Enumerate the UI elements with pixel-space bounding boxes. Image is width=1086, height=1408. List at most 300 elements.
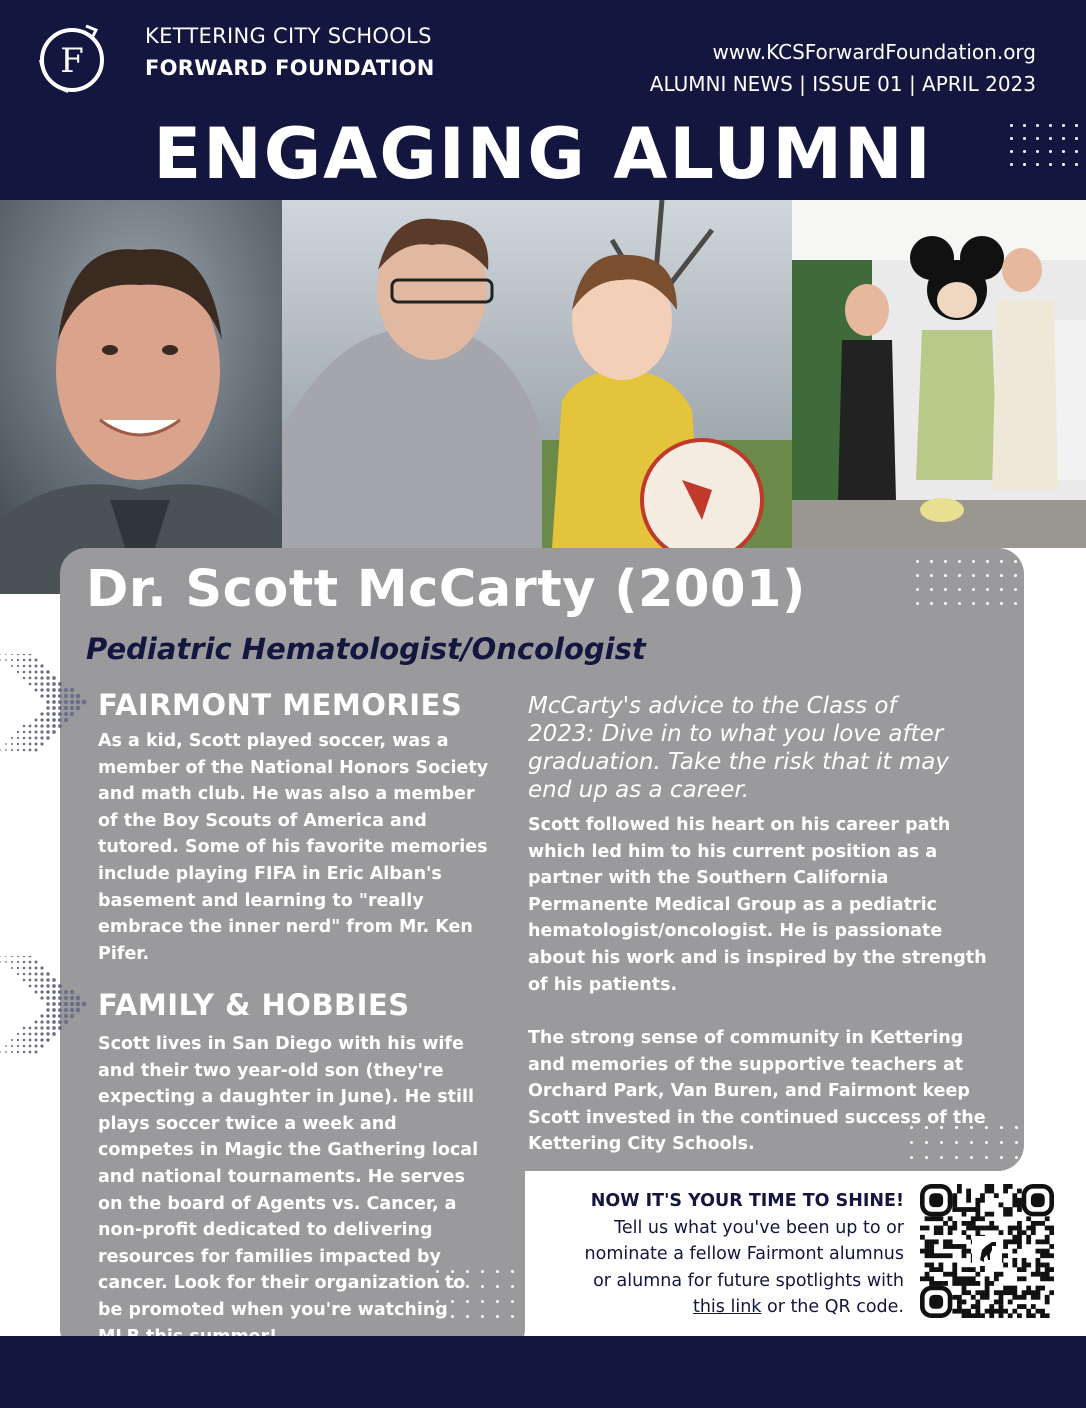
halftone-dot — [76, 996, 81, 1001]
qr-module — [1031, 1295, 1036, 1300]
career-line: partner with the Southern California — [528, 868, 889, 889]
qr-module — [938, 1281, 943, 1286]
halftone-dot — [46, 688, 49, 691]
qr-module — [994, 1193, 999, 1198]
qr-module — [925, 1249, 930, 1254]
cta-line-end: or the QR code. — [761, 1297, 904, 1318]
qr-module — [925, 1272, 930, 1277]
dot — [944, 574, 947, 577]
dot — [1036, 124, 1039, 127]
halftone-dot — [35, 1033, 38, 1036]
qr-module — [1036, 1309, 1041, 1314]
decorative-dots — [916, 560, 1026, 610]
halftone-dot — [40, 1014, 43, 1017]
halftone-dot — [35, 979, 38, 982]
halftone-dot — [70, 706, 74, 710]
halftone-dot — [46, 1026, 49, 1029]
halftone-dot — [40, 1032, 43, 1035]
dot — [944, 560, 947, 563]
memories-line: and math club. He was also a member — [98, 784, 475, 805]
qr-module — [934, 1226, 939, 1231]
qr-module — [1040, 1286, 1045, 1291]
qr-module — [1012, 1226, 1017, 1231]
dot — [916, 602, 919, 605]
qr-module — [985, 1309, 990, 1314]
dot — [1000, 574, 1003, 577]
qr-module — [1017, 1221, 1022, 1226]
qr-module — [929, 1267, 934, 1272]
qr-module — [994, 1309, 999, 1314]
halftone-dot — [23, 961, 26, 964]
halftone-dot — [52, 712, 56, 716]
qr-module — [1026, 1313, 1031, 1318]
halftone-dot — [40, 736, 43, 739]
community-line: Orchard Park, Van Buren, and Fairmont keep — [528, 1081, 970, 1102]
halftone-dot — [5, 654, 7, 655]
nomination-link[interactable]: this link — [692, 1297, 762, 1318]
qr-module — [952, 1272, 957, 1277]
qr-module — [920, 1249, 925, 1254]
qr-module — [962, 1276, 967, 1281]
halftone-dot — [52, 676, 56, 680]
halftone-dot — [46, 694, 49, 697]
qr-module — [1026, 1239, 1031, 1244]
halftone-dot — [29, 749, 32, 752]
qr-module — [980, 1193, 985, 1198]
qr-module — [962, 1286, 967, 1291]
halftone-dot — [35, 683, 38, 686]
qr-module — [999, 1304, 1004, 1309]
qr-module — [1003, 1309, 1008, 1314]
dot — [958, 574, 961, 577]
dot — [986, 574, 989, 577]
qr-module — [929, 1249, 934, 1254]
halftone-dot — [23, 1045, 26, 1048]
dot — [1000, 588, 1003, 591]
halftone-dot — [35, 991, 38, 994]
qr-module — [985, 1290, 990, 1295]
qr-module — [980, 1226, 985, 1231]
halftone-dot — [46, 682, 49, 685]
halftone-dot — [23, 743, 26, 746]
halftone-dot — [58, 996, 62, 1000]
halftone-dot — [17, 737, 19, 739]
qr-module — [962, 1244, 967, 1249]
dot — [1075, 150, 1078, 153]
dot — [1015, 1126, 1018, 1129]
advice-quote — [528, 692, 988, 804]
halftone-dot — [23, 665, 26, 668]
issue-info: ALUMNI NEWS | ISSUE 01 | APRIL 2023 — [649, 72, 1036, 96]
halftone-dot — [64, 688, 68, 692]
qr-module — [971, 1207, 976, 1212]
qr-module — [957, 1300, 962, 1305]
halftone-dot — [35, 1039, 38, 1042]
quote-line: graduation. Take the risk that it may — [528, 749, 949, 775]
halftone-dot — [5, 743, 7, 745]
dot — [1075, 163, 1078, 166]
qr-module — [975, 1216, 980, 1221]
qr-module — [1022, 1267, 1027, 1272]
dot — [1000, 1141, 1003, 1144]
halftone-dot — [11, 659, 13, 661]
qr-module — [985, 1281, 990, 1286]
halftone-dot — [17, 671, 19, 673]
family-line: expecting a daughter in June). He still — [98, 1087, 474, 1108]
qr-module — [975, 1272, 980, 1277]
qr-module — [1045, 1313, 1050, 1318]
qr-module — [994, 1300, 999, 1305]
dot — [511, 1300, 514, 1303]
qr-module — [1026, 1226, 1031, 1231]
qr-module — [971, 1276, 976, 1281]
qr-module — [1045, 1295, 1050, 1300]
qr-module — [971, 1304, 976, 1309]
qr-module — [975, 1226, 980, 1231]
halftone-dot — [40, 676, 43, 679]
qr-module — [980, 1290, 985, 1295]
qr-module — [943, 1281, 948, 1286]
qr-module — [943, 1272, 948, 1277]
qr-module — [980, 1216, 985, 1221]
qr-module — [1017, 1244, 1022, 1249]
qr-module — [985, 1276, 990, 1281]
qr-module — [1003, 1286, 1008, 1291]
dot — [1075, 124, 1078, 127]
qr-module — [1045, 1226, 1050, 1231]
halftone-dot — [11, 1039, 13, 1041]
qr-module — [989, 1281, 994, 1286]
halftone-dot — [46, 972, 49, 975]
halftone-dot — [40, 972, 43, 975]
qr-module — [980, 1198, 985, 1203]
halftone-dot — [29, 725, 32, 728]
dot — [972, 560, 975, 563]
qr-module — [948, 1239, 953, 1244]
halftone-dot — [23, 1027, 26, 1030]
qr-module — [938, 1216, 943, 1221]
halftone-dot — [70, 694, 74, 698]
qr-module — [952, 1221, 957, 1226]
qr-module — [966, 1313, 971, 1318]
halftone-dot — [46, 1032, 49, 1035]
qr-module — [975, 1290, 980, 1295]
logo-letter: F — [60, 41, 84, 81]
family-line: competes in Magic the Gathering local — [98, 1140, 479, 1161]
community-text — [528, 1025, 988, 1158]
qr-module — [952, 1276, 957, 1281]
halftone-dot — [52, 1014, 56, 1018]
halftone-dot — [58, 984, 62, 988]
qr-module — [971, 1216, 976, 1221]
cta-headline — [585, 1188, 904, 1215]
qr-module — [1003, 1263, 1008, 1268]
qr-module — [1031, 1313, 1036, 1318]
halftone-dot — [11, 1045, 13, 1047]
dot — [930, 588, 933, 591]
qr-module — [1008, 1300, 1013, 1305]
qr-module — [952, 1202, 957, 1207]
qr-module — [971, 1267, 976, 1272]
qr-module — [1017, 1295, 1022, 1300]
qr-module — [1045, 1253, 1050, 1258]
qr-module — [1012, 1249, 1017, 1254]
qr-module — [975, 1281, 980, 1286]
qr-module — [957, 1244, 962, 1249]
qr-module — [966, 1267, 971, 1272]
org-name-line2: FORWARD FOUNDATION — [145, 56, 435, 80]
qr-module — [1045, 1267, 1050, 1272]
qr-module — [934, 1239, 939, 1244]
qr-module — [975, 1202, 980, 1207]
family-line: plays soccer twice a week and — [98, 1113, 397, 1134]
halftone-dot — [17, 665, 19, 667]
qr-module — [920, 1226, 925, 1231]
qr-module — [1036, 1221, 1041, 1226]
qr-module — [952, 1193, 957, 1198]
qr-module — [1012, 1235, 1017, 1240]
qr-module — [985, 1295, 990, 1300]
halftone-dot — [58, 724, 62, 728]
halftone-dot — [29, 1045, 32, 1048]
halftone-dot — [35, 1021, 38, 1024]
memories-text — [98, 728, 498, 967]
qr-module — [985, 1184, 990, 1189]
halftone-dot — [35, 1051, 38, 1054]
qr-module — [1031, 1221, 1036, 1226]
family-line: and their two year-old son (they're — [98, 1060, 444, 1081]
qr-module — [1017, 1230, 1022, 1235]
halftone-dot — [58, 718, 62, 722]
halftone-dot — [40, 978, 43, 981]
qr-module — [994, 1272, 999, 1277]
community-line: and memories of the supportive teachers at — [528, 1054, 964, 1075]
halftone-dot — [17, 1045, 19, 1047]
qr-module — [1040, 1221, 1045, 1226]
qr-module — [957, 1207, 962, 1212]
halftone-dot — [40, 718, 43, 721]
cta-line: Tell us what you've been up to or — [614, 1217, 904, 1238]
qr-module — [957, 1309, 962, 1314]
halftone-dot — [35, 1027, 38, 1030]
halftone-dot — [29, 659, 32, 662]
halftone-dot — [29, 737, 32, 740]
halftone-dot — [29, 683, 32, 686]
qr-module — [1017, 1198, 1022, 1203]
qr-module — [1022, 1304, 1027, 1309]
qr-module — [1017, 1235, 1022, 1240]
halftone-dot — [17, 659, 19, 661]
qr-module — [966, 1198, 971, 1203]
halftone-dot — [11, 1051, 13, 1053]
qr-module — [1017, 1304, 1022, 1309]
qr-module — [994, 1276, 999, 1281]
memories-line: of the Boy Scouts of America and — [98, 810, 427, 831]
qr-module — [938, 1263, 943, 1268]
qr-module — [962, 1249, 967, 1254]
halftone-dot — [58, 990, 62, 994]
halftone-dot — [58, 1002, 62, 1006]
halftone-dot — [29, 1027, 32, 1030]
halftone-dot — [76, 1008, 81, 1013]
dot — [1010, 163, 1013, 166]
halftone-dot — [35, 737, 38, 740]
qr-module — [1036, 1295, 1041, 1300]
qr-module — [966, 1189, 971, 1194]
dot — [1062, 163, 1065, 166]
qr-module — [985, 1286, 990, 1291]
father-son-soccer-photo — [282, 200, 792, 548]
halftone-dot — [52, 688, 56, 692]
qr-module — [929, 1276, 934, 1281]
halftone-dot — [58, 694, 62, 698]
family-line: cancer. Look for their organization to — [98, 1273, 466, 1294]
halftone-dot — [40, 664, 43, 667]
qr-module — [920, 1276, 925, 1281]
cta-headline-text: NOW IT'S YOUR TIME TO SHINE — [590, 1191, 897, 1211]
qr-module — [1022, 1263, 1027, 1268]
halftone-dot — [11, 665, 13, 667]
qr-module — [1008, 1286, 1013, 1291]
halftone-dot — [17, 1051, 19, 1053]
dot — [511, 1270, 514, 1273]
qr-module — [1003, 1189, 1008, 1194]
dot — [1062, 137, 1065, 140]
qr-module — [975, 1212, 980, 1217]
halftone-dot — [46, 996, 49, 999]
halftone-dot — [35, 749, 38, 752]
qr-module — [952, 1309, 957, 1314]
qr-module — [1040, 1276, 1045, 1281]
website-url[interactable]: www.KCSForwardFoundation.org — [712, 40, 1036, 64]
dot — [944, 602, 947, 605]
dot — [916, 588, 919, 591]
qr-module — [1049, 1290, 1054, 1295]
memories-line: embrace the inner nerd" from Mr. Ken — [98, 917, 473, 938]
halftone-dot — [0, 659, 1, 661]
dot — [958, 588, 961, 591]
qr-module — [999, 1309, 1004, 1314]
halftone-dot — [52, 706, 56, 710]
qr-module — [943, 1244, 948, 1249]
yearbook-photo — [0, 200, 282, 594]
halftone-dot — [23, 967, 26, 970]
qr-module — [962, 1281, 967, 1286]
career-line: about his work and is inspired by the strength — [528, 947, 987, 968]
dot — [511, 1285, 514, 1288]
memories-line: Pifer. — [98, 943, 150, 964]
halftone-dot — [58, 1014, 62, 1018]
dot — [1010, 150, 1013, 153]
dot — [1036, 150, 1039, 153]
dot — [1023, 163, 1026, 166]
dot — [1014, 560, 1017, 563]
halftone-dot — [76, 700, 81, 705]
qr-module — [1031, 1226, 1036, 1231]
family-line: be promoted when you're watching — [98, 1299, 448, 1320]
qr-module — [920, 1235, 925, 1240]
qr-module — [1008, 1207, 1013, 1212]
qr-module — [989, 1212, 994, 1217]
halftone-dot — [23, 749, 26, 752]
halftone-dot — [23, 671, 26, 674]
qr-module — [952, 1281, 957, 1286]
halftone-dot — [46, 1008, 49, 1011]
qr-module — [1012, 1286, 1017, 1291]
halftone-dot — [35, 671, 38, 674]
family-line: Scott lives in San Diego with his wife — [98, 1034, 464, 1054]
halftone-dot — [46, 718, 49, 721]
family-heading: FAMILY & HOBBIES — [98, 988, 410, 1022]
halftone-dot — [40, 990, 43, 993]
halftone-dot — [58, 682, 62, 686]
family-line: on the board of Agents vs. Cancer, a — [98, 1193, 457, 1214]
halftone-dot — [76, 706, 81, 711]
halftone-dot — [23, 1039, 26, 1042]
qr-module — [966, 1290, 971, 1295]
qr-module — [943, 1239, 948, 1244]
qr-module — [1012, 1295, 1017, 1300]
career-line: which led him to his current position as a — [528, 841, 938, 862]
footer-bar — [0, 1336, 1086, 1408]
qr-module — [962, 1313, 967, 1318]
qr-module — [1049, 1230, 1054, 1235]
halftone-dot — [46, 730, 49, 733]
career-line: hematologist/oncologist. He is passionate — [528, 921, 943, 942]
page-title: ENGAGING ALUMNI — [153, 113, 933, 195]
qr-module — [999, 1230, 1004, 1235]
dot — [986, 560, 989, 563]
qr-module — [957, 1281, 962, 1286]
qr-module — [975, 1230, 980, 1235]
halftone-dot — [40, 1026, 43, 1029]
dot — [930, 602, 933, 605]
qr-module — [1049, 1276, 1054, 1281]
community-line: Scott invested in the continued success of the — [528, 1107, 986, 1128]
halftone-dot — [52, 1026, 56, 1030]
qr-module — [980, 1295, 985, 1300]
halftone-dot — [23, 677, 26, 680]
halftone-dot — [17, 967, 19, 969]
qr-module — [966, 1221, 971, 1226]
qr-code[interactable] — [920, 1184, 1054, 1318]
halftone-dot — [17, 956, 19, 957]
qr-module — [1003, 1184, 1008, 1189]
halftone-dot — [40, 694, 43, 697]
qr-module — [999, 1300, 1004, 1305]
alumnus-role: Pediatric Hematologist/Oncologist — [86, 632, 646, 666]
qr-module — [952, 1263, 957, 1268]
halftone-dot — [82, 700, 87, 705]
halftone-dot — [52, 978, 56, 982]
qr-module — [1036, 1272, 1041, 1277]
qr-module — [952, 1226, 957, 1231]
halftone-dot — [70, 996, 74, 1000]
halftone-dot — [0, 961, 1, 963]
qr-module — [966, 1193, 971, 1198]
qr-module — [943, 1221, 948, 1226]
halftone-dot — [46, 1038, 49, 1041]
qr-module — [1017, 1189, 1022, 1194]
memories-line: include playing FIFA in Eric Alban's — [98, 863, 442, 884]
dot — [1049, 163, 1052, 166]
halftone-dot — [17, 1033, 19, 1035]
halftone-dot — [23, 1033, 26, 1036]
halftone-dot — [40, 1044, 43, 1047]
qr-module — [975, 1313, 980, 1318]
halftone-dot — [58, 688, 62, 692]
career-line: Scott followed his heart on his career path — [528, 815, 951, 835]
